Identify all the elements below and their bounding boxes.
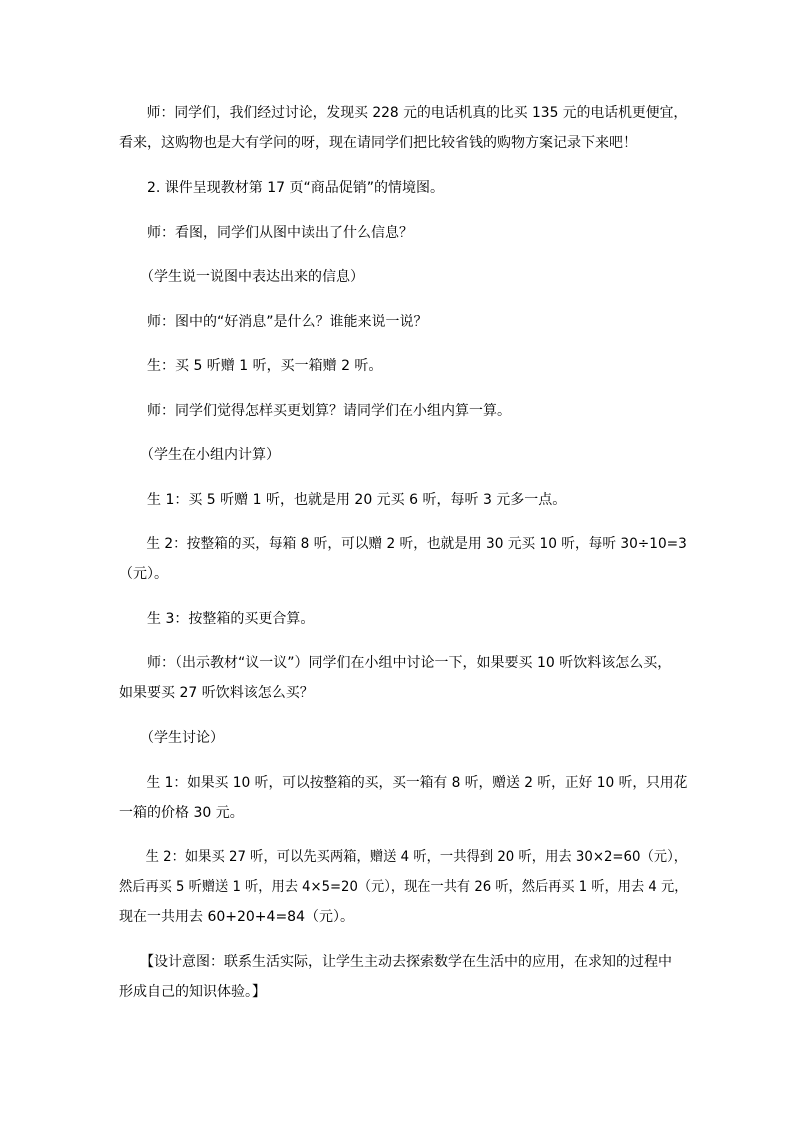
text-line: 师：（出示教材“议一议”）同学们在小组中讨论一下，如果要买 10 听饮料该怎么买， <box>119 655 672 671</box>
text-line: 生：买 5 听赠 1 听，买一箱赠 2 听。 <box>119 358 383 374</box>
paragraph-step-2 <box>119 173 687 203</box>
paragraph-student-answer <box>119 842 687 932</box>
paragraph-student-activity <box>119 262 687 292</box>
text-line: 生 3：按整箱的买更合算。 <box>119 611 315 627</box>
paragraph-student-activity <box>119 440 687 470</box>
paragraph-student-answer <box>119 604 687 634</box>
text-line: 师：看图，同学们从图中读出了什么信息？ <box>119 225 413 241</box>
text-line: 然后再买 5 听赠送 1 听，用去 4×5=20（元），现在一共有 26 听，然后再买 1 听，用去 4 元， <box>119 879 688 895</box>
text-line: 看来，这购物也是大有学问的呀，现在请同学们把比较省钱的购物方案记录下来吧！ <box>119 135 637 151</box>
text-line: 2. 课件呈现教材第 17 页“商品促销”的情境图。 <box>119 180 445 196</box>
paragraph-student-answer <box>119 351 687 381</box>
paragraph-student-answer <box>119 485 687 515</box>
paragraph-teacher-question <box>119 648 687 708</box>
text-line: 师：图中的“好消息”是什么？谁能来说一说？ <box>119 314 428 330</box>
text-line: 一箱的价格 30 元。 <box>119 805 244 821</box>
paragraph-student-activity <box>119 723 687 753</box>
text-line: 生 1：买 5 听赠 1 听，也就是用 20 元买 6 听，每听 3 元多一点。 <box>119 492 567 508</box>
text-line: 生 2：按整箱的买，每箱 8 听，可以赠 2 听，也就是用 30 元买 10 听，每听 30÷10=3 <box>119 536 687 552</box>
text-line: （元）。 <box>119 566 168 582</box>
text-line: 师：同学们，我们经过讨论，发现买 228 元的电话机真的比买 135 元的电话机更便宜， <box>119 105 688 121</box>
text-line: （学生讨论） <box>119 730 224 746</box>
text-line: 【设计意图：联系生活实际，让学生主动去探索数学在生活中的应用，在求知的过程中 <box>119 954 672 970</box>
text-line: 如果要买 27 听饮料该怎么买？ <box>119 685 314 701</box>
text-line: （学生在小组内计算） <box>119 447 280 463</box>
text-line: 生 1：如果买 10 听，可以按整箱的买，买一箱有 8 听，赠送 2 听，正好 10 听，只用花 <box>119 775 688 791</box>
paragraph-design-intent <box>119 947 687 1007</box>
paragraph-student-answer <box>119 768 687 828</box>
paragraph-teacher-question <box>119 396 687 426</box>
text-line: 师：同学们觉得怎样买更划算？请同学们在小组内算一算。 <box>119 403 511 419</box>
paragraph-teacher-conclusion <box>119 98 687 158</box>
paragraph-teacher-question <box>119 218 687 248</box>
text-line: （学生说一说图中表达出来的信息） <box>119 269 364 285</box>
text-line: 生 2：如果买 27 听，可以先买两箱，赠送 4 听，一共得到 20 听，用去 30×2=60（元）， <box>119 849 688 865</box>
paragraph-student-answer <box>119 529 687 589</box>
text-line: 现在一共用去 60+20+4=84（元）。 <box>119 909 354 925</box>
text-line: 形成自己的知识体验。】 <box>119 984 266 1000</box>
paragraph-teacher-question <box>119 307 687 337</box>
